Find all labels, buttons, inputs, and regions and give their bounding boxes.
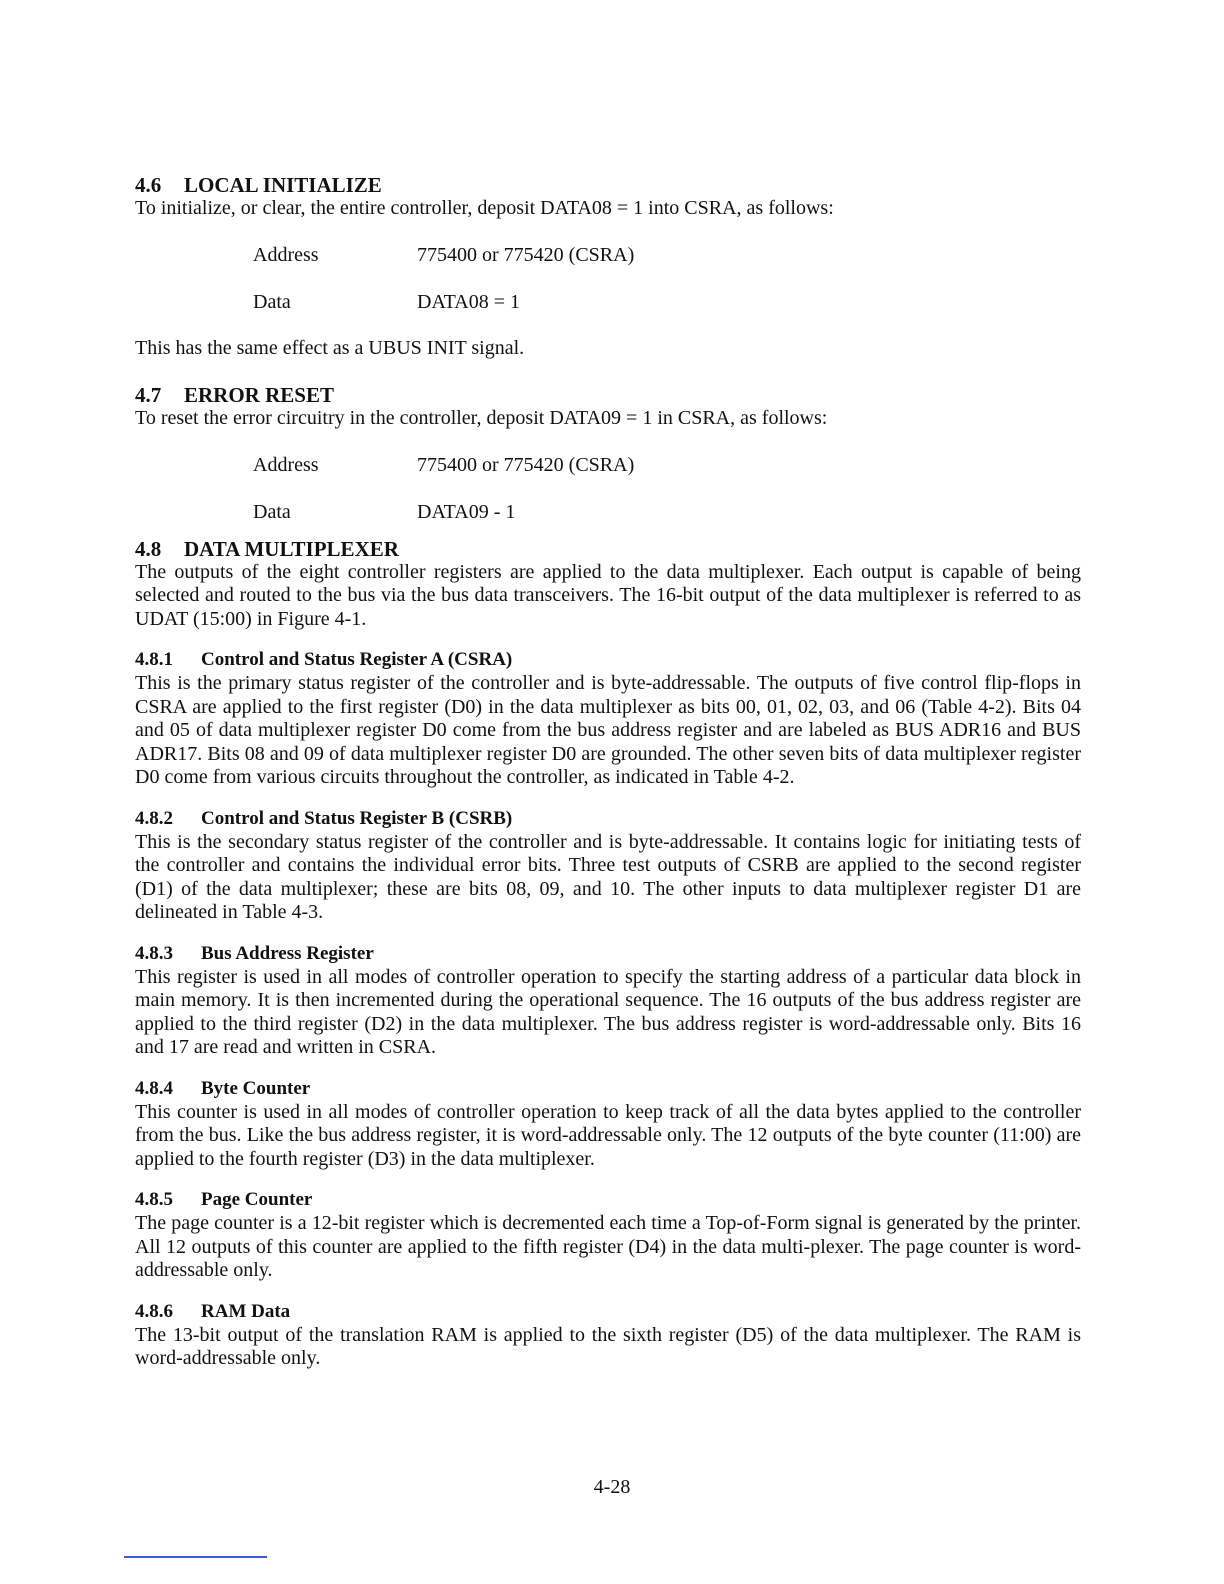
section-heading-4-8-2: 4.8.2 Control and Status Register B (CSRB) — [135, 807, 513, 829]
section-4-8-2-body: This is the secondary status register of the controller and is byte-addressable. It contains logic for initiating tests of the controller and contains the individual error bits. Three test outputs of CSRB are applied to the second register (D1) of the data multiplexer; these are bits 08, 09, and 10. The other inputs to data multiplexer register D1 are delineated in Table 4-3. — [135, 830, 1081, 923]
footer-rule — [124, 1556, 267, 1558]
section-4-8-3-body: This register is used in all modes of controller operation to specify the starting address of a particular data block in main memory. It is then incremented during the operational sequence. The 16 outputs of the bus address register are applied to the third register (D2) in the data multiplexer. The bus address register is word-addressable only. Bits 16 and 17 are read and written in CSRA. — [135, 965, 1081, 1058]
section-heading-4-8-6: 4.8.6 RAM Data — [135, 1300, 291, 1322]
section-heading-4-8-1: 4.8.1 Control and Status Register A (CSRA) — [135, 649, 513, 670]
section-heading-4-8-5: 4.8.5 Page Counter — [135, 1189, 313, 1210]
section-4-8-1-body: This is the primary status register of the controller and is byte-addressable. The outputs of five control flip-flops in CSRA are applied to the first register (D0) in the data multiplexer as bits 00, 01, 02, 03, and 06 (Table 4-2). Bits 04 and 05 of data multiplexer register D0 come from the bus address register and are labeled as BUS ADR16 and BUS ADR17. Bits 08 and 09 of data multiplexer register D0 are grounded. The other seven bits of data multiplexer register D0 come from various circuits throughout the controller, as indicated in Table 4-2. — [135, 672, 1081, 788]
section-4-6-outro: This has the same effect as a UBUS INIT signal. — [135, 336, 525, 359]
section-4-6-intro: To initialize, or clear, the entire controller, deposit DATA08 = 1 into CSRA, as follows: — [135, 197, 834, 219]
section-heading-4-8: 4.8 DATA MULTIPLEXER — [135, 536, 399, 561]
section-heading-4-6: 4.6 LOCAL INITIALIZE — [135, 173, 382, 197]
kv-row: Data DATA09 - 1 — [253, 500, 516, 523]
kv-row: Data DATA08 = 1 — [253, 290, 521, 313]
page-number: 4-28 — [593, 1476, 631, 1498]
section-heading-4-8-3: 4.8.3 Bus Address Register — [135, 942, 374, 964]
kv-row: Address 775400 or 775420 (CSRA) — [253, 243, 635, 266]
section-heading-4-8-4: 4.8.4 Byte Counter — [135, 1077, 311, 1099]
kv-row: Address 775400 or 775420 (CSRA) — [253, 453, 635, 476]
section-4-7-intro: To reset the error circuitry in the controller, deposit DATA09 = 1 in CSRA, as follows: — [135, 407, 828, 429]
page-content — [135, 173, 1081, 1371]
section-heading-4-7: 4.7 ERROR RESET — [135, 383, 334, 407]
section-4-8-5-body: The page counter is a 12-bit register which is decremented each time a Top-of-Form signal is generated by the printer. All 12 outputs of this counter are applied to the fifth register (D4) in the data multi-plexer. The page counter is word-addressable only. — [135, 1212, 1081, 1281]
section-4-8-4-body: This counter is used in all modes of controller operation to keep track of all the data bytes applied to the controller from the bus. Like the bus address register, it is word-addressable only. The 12 outputs of the byte counter (11:00) are applied to the fourth register (D3) in the data multiplexer. — [135, 1100, 1081, 1170]
section-4-8-body: The outputs of the eight controller registers are applied to the data multiplexer. Each output is capable of being selected and routed to the bus via the bus data transceivers. The 16-bit output of the data multiplexer is referred to as UDAT (15:00) in Figure 4-1. — [135, 560, 1081, 630]
section-4-8-6-body: The 13-bit output of the translation RAM is applied to the sixth register (D5) of the data multiplexer. The RAM is word-addressable only. — [135, 1323, 1081, 1369]
